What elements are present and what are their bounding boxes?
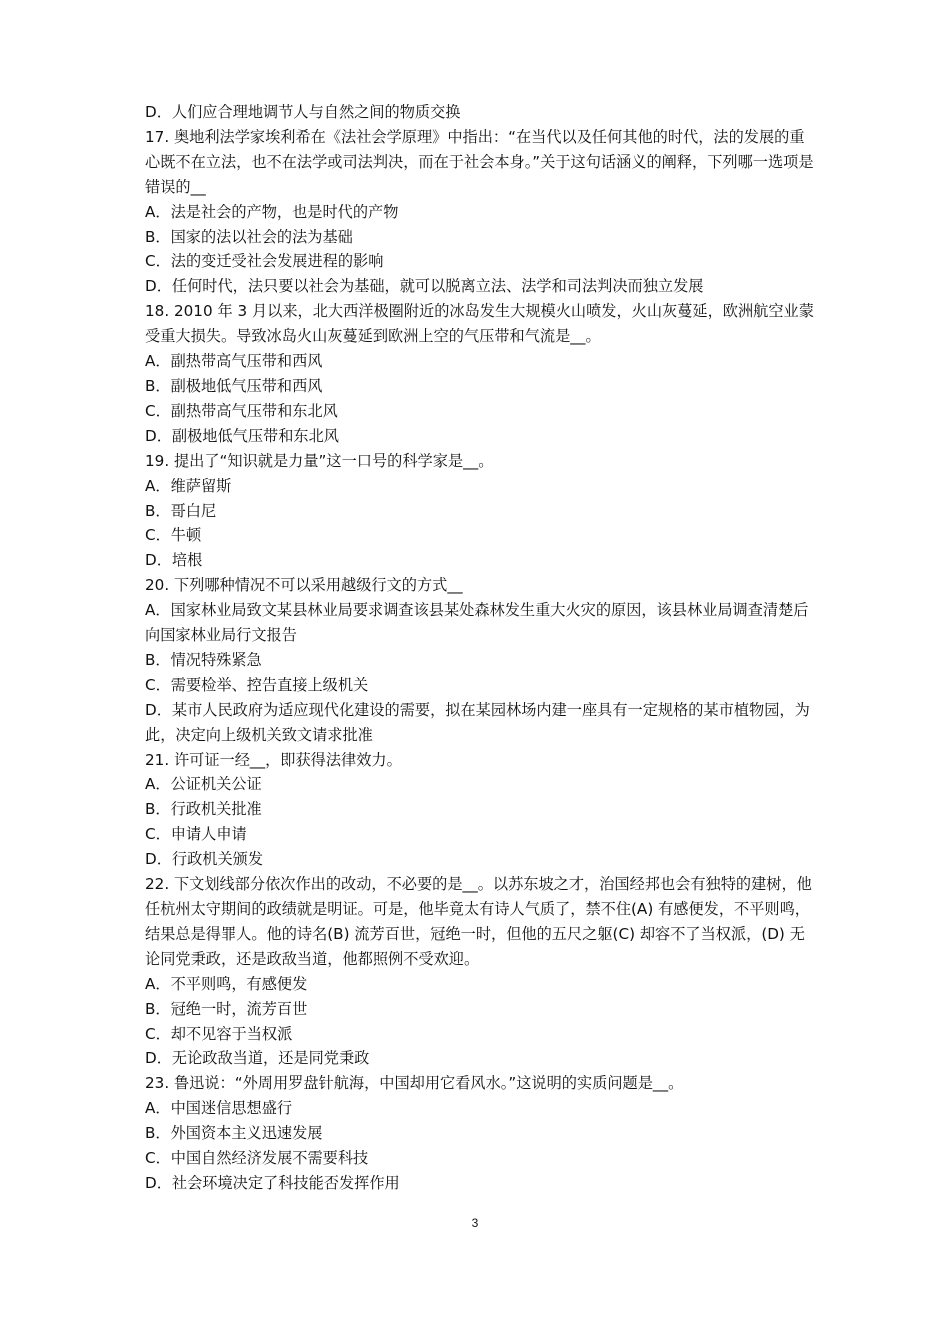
option-line: C．牛顿 xyxy=(145,526,202,545)
option-line: D．培根 xyxy=(145,551,203,570)
option-line: C．申请人申请 xyxy=(145,825,247,844)
option-line: A．副热带高气压带和西风 xyxy=(145,352,323,371)
question-17: 17. 奥地利法学家埃利希在《法社会学原理》中指出：“在当代以及任何其他的时代，法的发展的重心既不在立法，也不在法学或司法判决，而在于社会本身。”关于这句话涵义的阐释，下列哪一选项是错误的__ xyxy=(145,127,814,196)
question-22: 22. 下文划线部分依次作出的改动，不必要的是__。以苏东坡之才，治国经邦也会有独特的建树，他任杭州太守期间的政绩就是明证。可是，他毕竟太有诗人气质了，禁不住(A) 有感便发，不平则鸣，结果总是得罪人。他的诗名(B) 流芳百世，冠绝一时，但他的五尺之躯(C) 却容不了当权派，(D) 无论同党秉政，还是政敌当道，他都照例不受欢迎。 xyxy=(145,875,812,968)
option-line: D．某市人民政府为适应现代化建设的需要，拟在某园林场内建一座具有一定规格的某市植物园，为此，决定向上级机关致文请求批准 xyxy=(145,700,810,744)
option-line: A．不平则鸣，有感便发 xyxy=(145,974,308,993)
document-body xyxy=(145,100,817,1196)
option-line: D．任何时代，法只要以社会为基础，就可以脱离立法、法学和司法判决而独立发展 xyxy=(145,277,704,296)
option-line: B．行政机关批准 xyxy=(145,800,262,819)
option-line: A．维萨留斯 xyxy=(145,476,232,495)
option-line: D．社会环境决定了科技能否发挥作用 xyxy=(145,1173,400,1192)
option-line: C．需要检举、控告直接上级机关 xyxy=(145,675,369,694)
option-line: A．公证机关公证 xyxy=(145,775,262,794)
question-18: 18. 2010 年 3 月以来，北大西洋极圈附近的冰岛发生大规模火山喷发，火山灰蔓延，欧洲航空业蒙受重大损失。导致冰岛火山灰蔓延到欧洲上空的气压带和气流是__。 xyxy=(145,302,814,346)
option-line: B．情况特殊紧急 xyxy=(145,650,262,669)
option-line: B．国家的法以社会的法为基础 xyxy=(145,227,353,246)
page-number: 3 xyxy=(471,1216,479,1230)
text-line: D．人们应合理地调节人与自然之间的物质交换 xyxy=(145,103,461,121)
option-line: A．法是社会的产物，也是时代的产物 xyxy=(145,202,399,221)
option-line: B．副极地低气压带和西风 xyxy=(145,376,323,395)
option-line: C．副热带高气压带和东北风 xyxy=(145,401,338,420)
option-line: D．行政机关颁发 xyxy=(145,850,264,869)
option-line: C．法的变迁受社会发展进程的影响 xyxy=(145,252,384,271)
option-line: D．无论政敌当道，还是同党秉政 xyxy=(145,1049,370,1068)
option-line: B．外国资本主义迅速发展 xyxy=(145,1124,323,1143)
option-line: D．副极地低气压带和东北风 xyxy=(145,426,339,445)
option-line: B．冠绝一时，流芳百世 xyxy=(145,999,308,1018)
option-line: C．却不见容于当权派 xyxy=(145,1024,293,1043)
option-line: B．哥白尼 xyxy=(145,501,217,520)
question-19: 19. 提出了“知识就是力量”这一口号的科学家是__。 xyxy=(145,451,494,470)
question-20: 20. 下列哪种情况不可以采用越级行文的方式__ xyxy=(145,576,463,595)
option-line: A．中国迷信思想盛行 xyxy=(145,1099,293,1118)
question-21: 21. 许可证一经__，即获得法律效力。 xyxy=(145,750,402,769)
option-line: A．国家林业局致文某县林业局要求调查该县某处森林发生重大火灾的原因，该县林业局调查清楚后向国家林业局行文报告 xyxy=(145,601,809,645)
option-line: C．中国自然经济发展不需要科技 xyxy=(145,1149,369,1168)
question-23: 23. 鲁迅说：“外周用罗盘针航海，中国却用它看风水。”这说明的实质问题是__。 xyxy=(145,1074,684,1093)
